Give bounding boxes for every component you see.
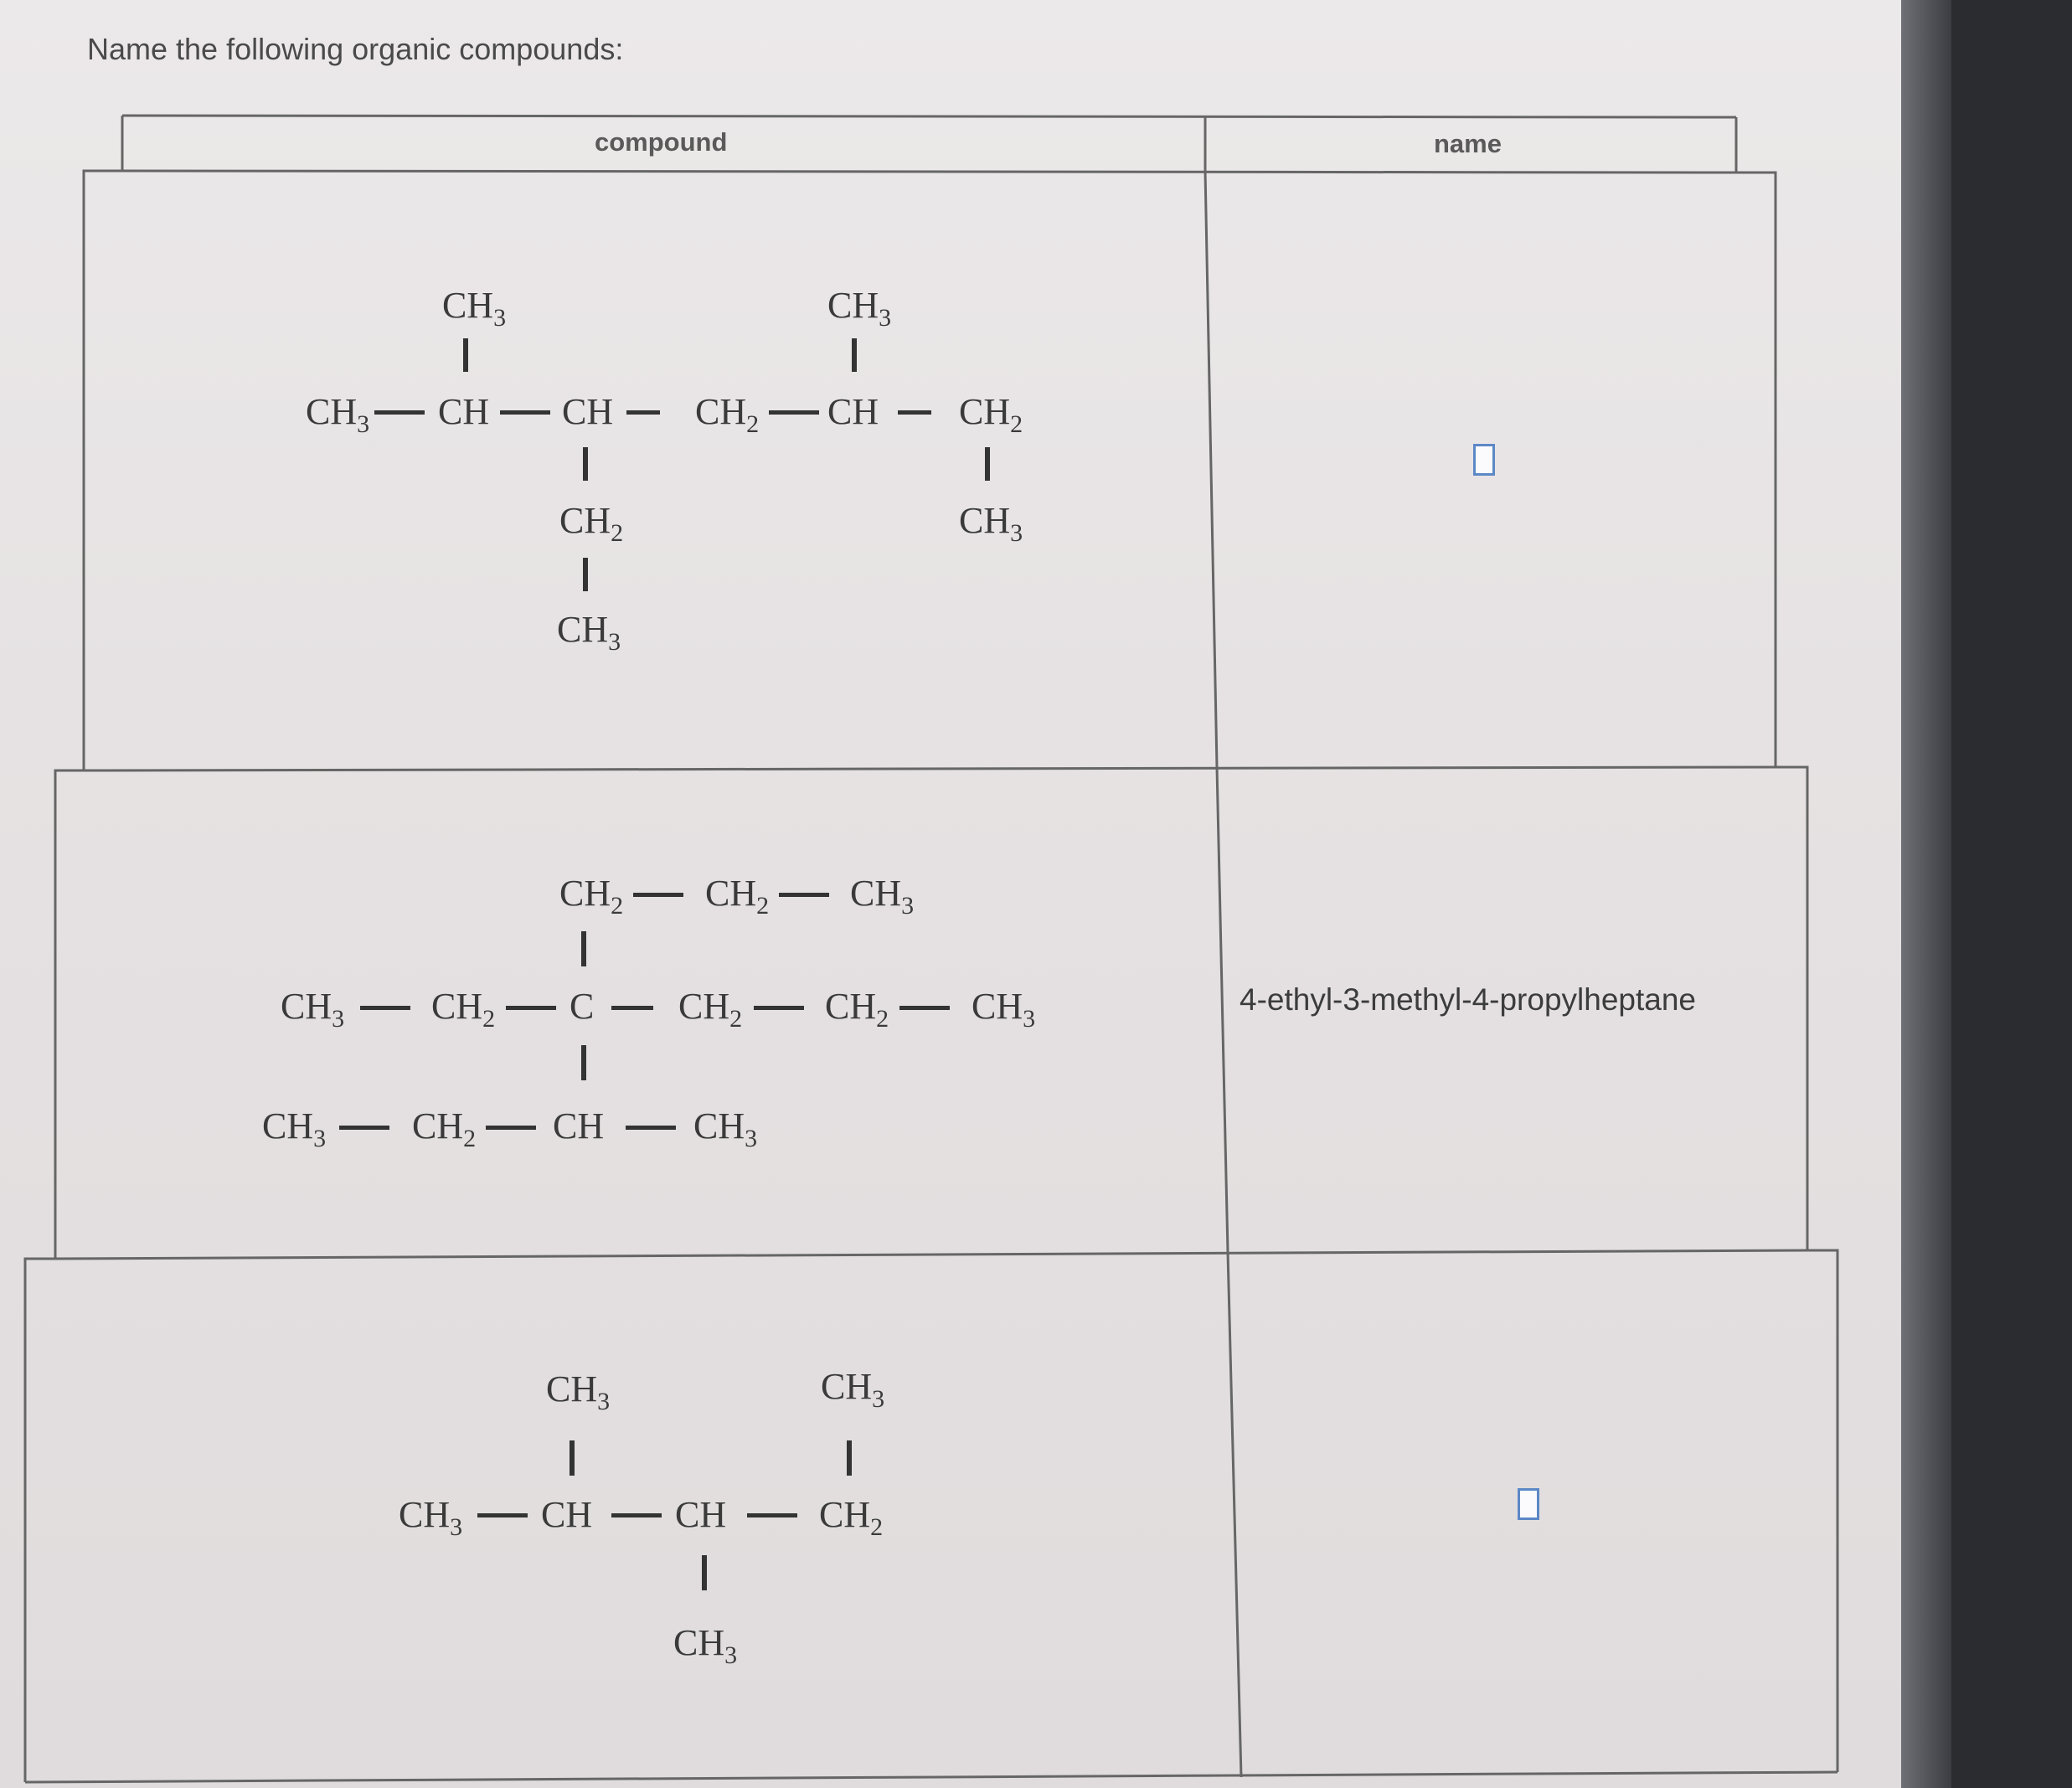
atom-group: $CH_2$ xyxy=(695,391,760,438)
atom-group: CH xyxy=(827,391,879,432)
atom-group: $CH_2$ xyxy=(412,1105,477,1152)
bond xyxy=(486,1126,536,1130)
atom-group: $CH_3$ xyxy=(557,609,621,656)
bond xyxy=(898,410,931,415)
bond xyxy=(985,447,990,481)
bond xyxy=(754,1006,804,1010)
answer-input-1[interactable] xyxy=(1473,444,1495,476)
bond xyxy=(583,447,588,481)
bond xyxy=(899,1006,950,1010)
atom-group: $CH_3$ xyxy=(673,1622,738,1669)
header-name: name xyxy=(1434,129,1502,158)
bond xyxy=(570,1440,575,1476)
bond xyxy=(779,893,829,897)
atom-group: $CH_2$ xyxy=(559,873,624,920)
bond xyxy=(581,931,586,966)
bond xyxy=(360,1006,410,1010)
atom-group: $CH_3$ xyxy=(281,986,345,1033)
bond xyxy=(374,410,425,415)
atom-group: CH xyxy=(541,1494,593,1535)
atom-group: $CH_3$ xyxy=(442,285,507,332)
bond xyxy=(583,558,588,591)
bond xyxy=(633,893,683,897)
atom-group: $CH_3$ xyxy=(399,1494,463,1541)
atom-group: $CH_3$ xyxy=(959,500,1023,547)
bond xyxy=(463,338,468,372)
atom-group: $CH_3$ xyxy=(262,1105,327,1152)
atom-group: C xyxy=(570,986,595,1027)
atom-group: $CH_2$ xyxy=(705,873,770,920)
atom-group: $CH_3$ xyxy=(827,285,892,332)
bond xyxy=(581,1045,586,1080)
atom-group: $CH_2$ xyxy=(678,986,743,1033)
atom-group: CH xyxy=(675,1494,727,1535)
atom-group: CH xyxy=(438,391,490,432)
bond xyxy=(847,1440,852,1476)
answer-text-2: 4-ethyl-3-methyl-4-propylheptane xyxy=(1240,982,1696,1017)
bond xyxy=(611,1513,662,1517)
atom-group: $CH_3$ xyxy=(821,1366,885,1413)
bond xyxy=(477,1513,528,1517)
atom-group: $CH_3$ xyxy=(546,1368,611,1415)
bond xyxy=(747,1513,797,1517)
atom-group: CH xyxy=(553,1105,605,1146)
atom-group: $CH_2$ xyxy=(559,500,624,547)
bond xyxy=(339,1126,389,1130)
bond xyxy=(702,1555,707,1590)
atom-group: $CH_2$ xyxy=(959,391,1023,438)
atom-group: $CH_3$ xyxy=(693,1105,758,1152)
bond xyxy=(506,1006,556,1010)
atom-group: $CH_3$ xyxy=(972,986,1036,1033)
question-prompt: Name the following organic compounds: xyxy=(87,32,624,66)
monitor-bezel xyxy=(1901,0,1951,1788)
atom-group: $CH_3$ xyxy=(306,391,370,438)
atom-group: $CH_2$ xyxy=(431,986,496,1033)
atom-group: $CH_3$ xyxy=(850,873,915,920)
bond xyxy=(852,338,857,372)
bond xyxy=(611,1006,653,1010)
bond xyxy=(500,410,550,415)
answer-input-3[interactable] xyxy=(1518,1488,1539,1520)
atom-group: CH xyxy=(562,391,614,432)
bond xyxy=(626,1126,676,1130)
header-compound: compound xyxy=(595,127,728,157)
atom-group: $CH_2$ xyxy=(819,1494,884,1541)
bond xyxy=(626,410,660,415)
bond xyxy=(769,410,819,415)
atom-group: $CH_2$ xyxy=(825,986,889,1033)
